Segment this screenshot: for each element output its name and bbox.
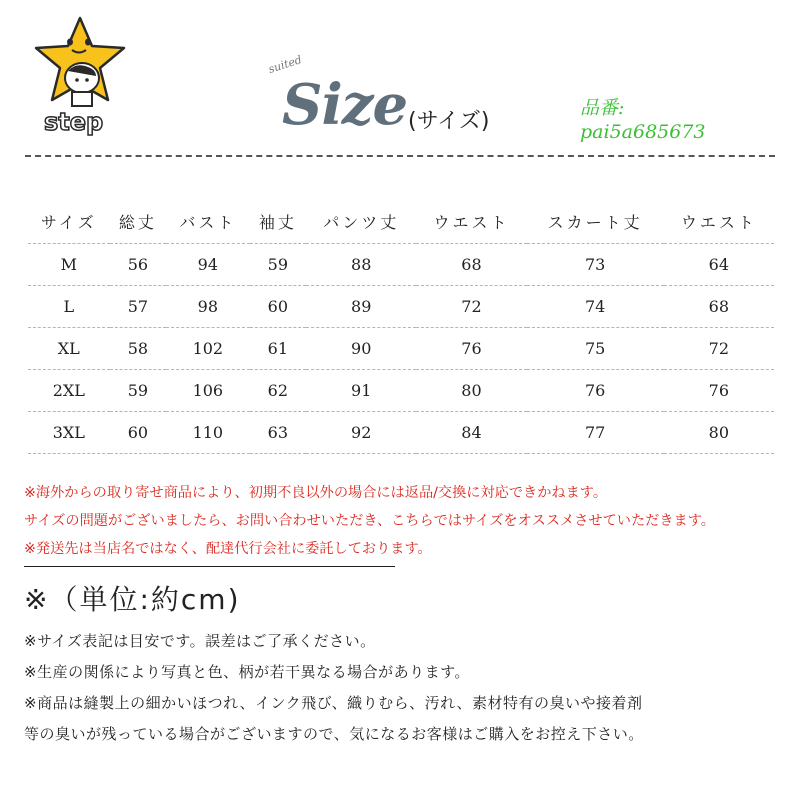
info-note: ※商品は縫製上の細かいほつれ、インク飛び、織りむら、汚れ、素材特有の臭いや接着剤 [24,694,643,712]
table-cell: 59 [267,255,288,274]
table-cell: 3XL [52,423,85,442]
table-cell: 76 [708,381,730,400]
table-cell: 90 [351,339,372,358]
column-header: スカート丈 [547,212,643,232]
table-cell: 56 [127,255,149,274]
info-note: 等の臭いが残っている場合がございますので、気になるお客様はご購入をお控え下さい。 [24,725,644,743]
suited-label: suited [266,53,304,76]
table-row [28,370,774,412]
table-row [28,328,774,370]
table-cell: 98 [197,297,219,316]
table-cell: 60 [267,297,288,316]
table-cell: 74 [584,297,606,316]
warning-notes [24,479,715,563]
table-cell: 94 [197,255,219,274]
table-row [28,412,774,454]
info-notes [24,626,644,750]
header-divider [25,155,775,157]
column-header: 袖丈 [258,212,297,232]
page-subtitle: (サイズ) [408,109,490,134]
warning-note: サイズの問題がございましたら、お問い合わせいただき、こちらではサイズをオススメさせていただきます。 [24,513,715,529]
table-cell: 80 [461,381,482,400]
table-cell: 76 [584,381,606,400]
table-cell: 68 [461,255,482,274]
table-cell: 68 [708,297,730,316]
info-note: ※生産の関係により写真と色、柄が若干異なる場合があります。 [24,663,470,681]
page-title: Size [282,72,408,138]
column-header: パンツ丈 [323,212,400,232]
column-header: 総丈 [118,212,157,232]
table-cell: 89 [351,297,372,316]
table-row [28,244,774,286]
column-header: サイズ [40,212,97,232]
table-cell: 59 [127,381,149,400]
table-cell: 72 [708,339,730,358]
table-cell: M [60,255,77,274]
table-cell: 80 [708,423,730,442]
table-cell: 88 [351,255,372,274]
product-number-label: 品番: [580,97,625,119]
warning-note: ※発送先は当店名ではなく、配達代行会社に委託しております。 [24,541,432,557]
table-cell: 73 [584,255,606,274]
table-cell: 57 [127,297,149,316]
warning-note: ※海外からの取り寄せ商品により、初期不良以外の場合には返品/交換に対応できかねます。 [24,485,608,501]
info-note: ※サイズ表記は目安です。誤差はご了承ください。 [24,632,376,650]
table-cell: XL [57,339,80,358]
column-header: バスト [179,212,237,232]
table-cell: 91 [351,381,372,400]
column-header: ウエスト [433,212,510,232]
table-cell: 102 [192,339,224,358]
column-header: ウエスト [680,212,757,232]
table-cell: 62 [267,381,288,400]
logo-text: step [44,108,104,136]
table-cell: 72 [461,297,482,316]
table-cell: L [63,297,75,316]
unit-label: ※（単位:約cm) [24,583,241,616]
table-cell: 60 [127,423,149,442]
table-cell: 106 [192,381,224,400]
table-cell: 76 [461,339,482,358]
table-header-row [28,199,774,244]
table-cell: 2XL [52,381,85,400]
table-row [28,286,774,328]
size-table [28,199,774,454]
product-number-value: pai5a685673 [580,121,706,143]
table-cell: 61 [267,339,288,358]
table-cell: 77 [584,423,606,442]
table-cell: 63 [267,423,288,442]
product-number [580,96,706,144]
table-cell: 75 [584,339,606,358]
section-divider [24,566,395,567]
table-cell: 84 [461,423,482,442]
table-cell: 110 [192,423,224,442]
table-cell: 64 [708,255,730,274]
table-cell: 92 [351,423,372,442]
table-cell: 58 [127,339,149,358]
